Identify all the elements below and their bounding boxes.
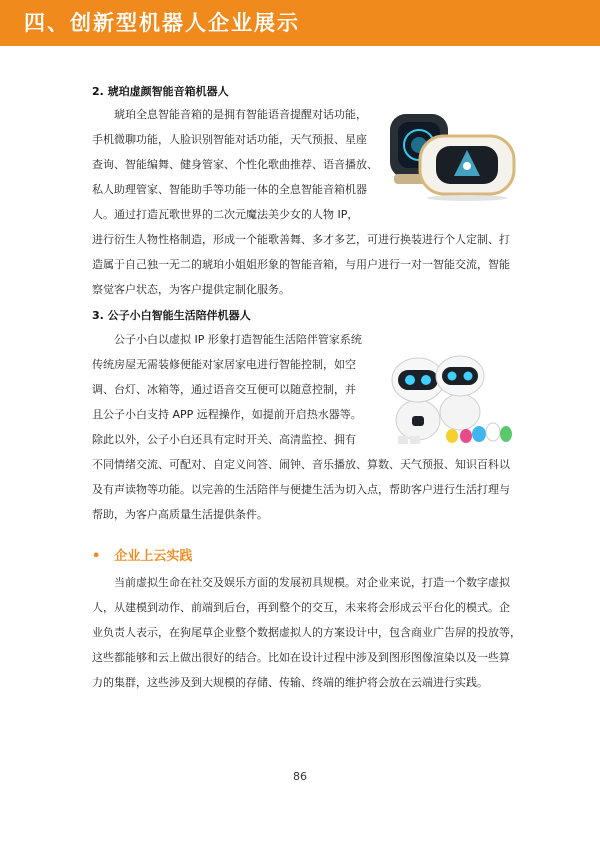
paragraph-line: 手机微聊功能，人脸识别智能对话功能，天气预报、星座	[92, 133, 367, 146]
paragraph-line: 不同情绪交流、可配对、自定义问答、闹钟、音乐播放、算数、天气预报、知识百科以	[92, 458, 510, 471]
paragraph-line: 琥珀全息智能音箱的是拥有智能语音提醒对话功能，	[114, 108, 367, 121]
cloud-practice-heading	[92, 548, 192, 566]
paragraph-line: 这些都能够和云上做出很好的结合。比如在设计过程中涉及到图形图像渲染以及一些算	[92, 651, 510, 664]
paragraph-line: 业负责人表示，在狗尾草企业整个数据虚拟人的方案设计中，包含商业广告屏的投放等，	[92, 626, 521, 639]
hologram-speaker-image	[380, 108, 520, 204]
paragraph-line: 公子小白以虚拟 IP 形象打造智能生活陪伴管家系统	[114, 333, 362, 346]
paragraph-line: 察觉客户状态，为客户提供定制化服务。	[92, 283, 290, 296]
paragraph-line: 人，从建模到动作、前端到后台，再到整个的交互，未来将会形成云平台化的模式。企	[92, 601, 510, 614]
page-number: 86	[293, 770, 307, 783]
paragraph-line: 进行衍生人物性格制造，形成一个能歌善舞、多才多艺，可进行换装进行个人定制、打	[92, 233, 510, 246]
bullet-icon: •	[92, 549, 101, 564]
paragraph-line: 人。通过打造瓦歌世界的二次元魔法美少女的人物 IP，	[92, 208, 359, 221]
paragraph-line: 私人助理管家、智能助手等功能一体的全息智能音箱机器	[92, 183, 367, 196]
header-banner	[0, 0, 600, 46]
paragraph-line: 且公子小白支持 APP 远程操作，如提前开启热水器等。	[92, 408, 362, 421]
paragraph-line: 及有声读物等功能。以完善的生活陪伴与便捷生活为切入点，帮助客户进行生活打理与	[92, 483, 510, 496]
section-heading-gongzi-xiaobai: 3. 公子小白智能生活陪伴机器人	[92, 309, 251, 322]
paragraph-line: 当前虚拟生命在社交及娱乐方面的发展初具规模。对企业来说，打造一个数字虚拟	[114, 576, 510, 589]
paragraph-line: 调、台灯、冰箱等，通过语音交互便可以随意控制，并	[92, 383, 356, 396]
page-title: 四、创新型机器人企业展示	[24, 11, 300, 35]
section-heading-amber-speaker: 2. 琥珀虚颜智能音箱机器人	[92, 85, 229, 98]
paragraph-line: 除此以外，公子小白还具有定时开关、高清监控、拥有	[92, 433, 356, 446]
paragraph-line: 传统房屋无需装修便能对家居家电进行智能控制，如空	[92, 358, 356, 371]
paragraph-line: 力的集群，这些涉及到大规模的存储、传输、终端的维护将会放在云端进行实践。	[92, 676, 488, 689]
companion-robots-image	[378, 350, 520, 446]
paragraph-line: 查询、智能编舞、健身管家、个性化歌曲推荐、语音播放、	[92, 158, 378, 171]
paragraph-line: 造属于自己独一无二的琥珀小姐姐形象的智能音箱，与用户进行一对一智能交流，智能	[92, 258, 510, 271]
paragraph-line: 帮助，为客户高质量生活提供条件。	[92, 508, 268, 521]
cloud-practice-title: 企业上云实践	[114, 549, 193, 564]
